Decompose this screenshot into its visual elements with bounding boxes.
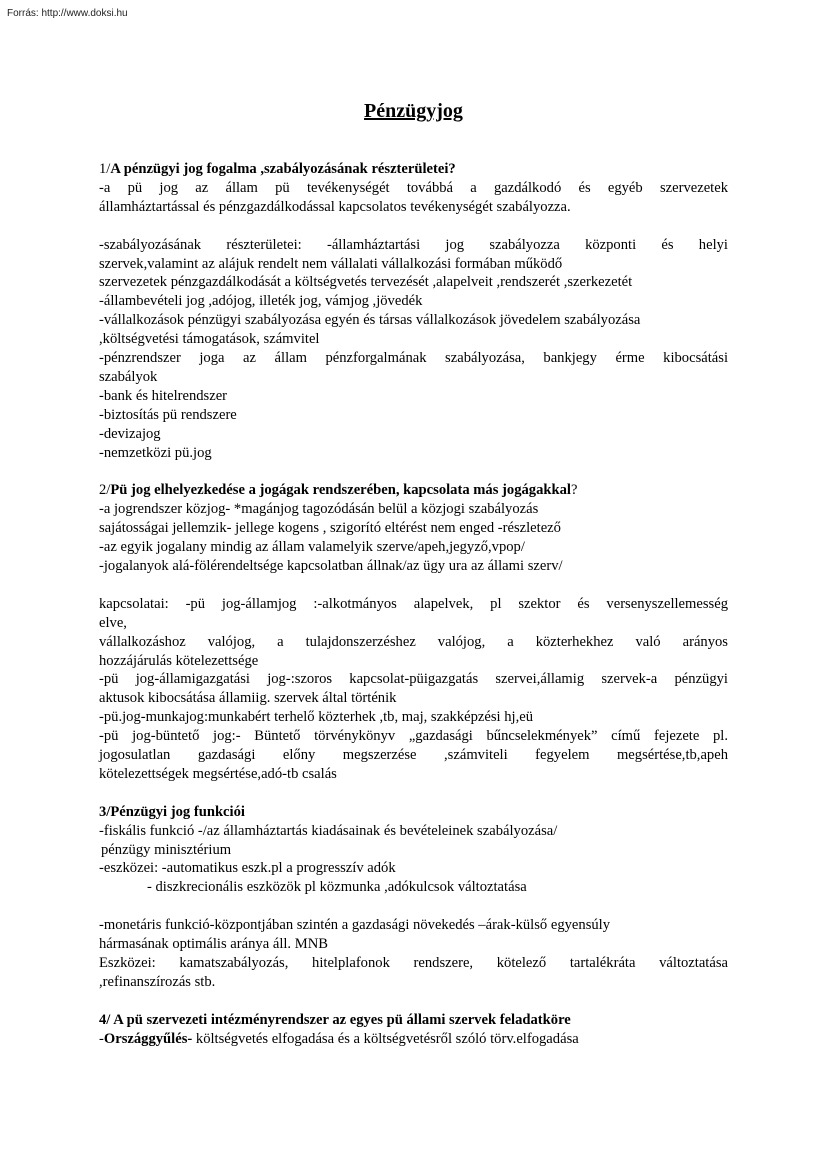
s2-line: -az egyik jogalany mindig az állam valamelyik szerve/apeh,jegyző,vpop/ [99,539,525,556]
s3-line: -monetáris funkció-központjában szintén a gazdasági növekedés –árak-külső egyensúly [99,917,611,934]
section-1-question [99,160,728,179]
s2-line: kötelezettségek megsértése,adó-tb csalás [99,765,337,782]
s3-line: pénzügy minisztérium [101,841,232,858]
s2-line: -pü jog-államigazgatási jog-:szoros kapcsolat-püigazgatás szervei,államig szervek-a pénzügyi [99,671,728,688]
section-2-heading: Pü jog elhelyezkedése a jogágak rendszerében, kapcsolata más jogágakkal [110,482,571,499]
s2-line: aktusok kibocsátása államiig. szervek által történik [99,690,397,707]
s4-organ-name: Országgyűlés- [103,1030,193,1047]
s2-line: vállalkozáshoz valójog, a tulajdonszerzéshez valójog, a közterhekhez való arányos [99,633,728,650]
section-3-heading: 3/Pénzügyi jog funkciói [99,803,245,820]
s1-line: -nemzetközi pü.jog [99,444,212,461]
s1-line: -biztosítás pü rendszere [99,406,237,423]
s3-line: ,refinanszírozás stb. [99,973,216,990]
s2-line: kapcsolatai: -pü jog-államjog :-alkotmányos alapelvek, pl szektor és versenyszellemesség [99,595,728,612]
s4-line: -Országgyűlés- költségvetés elfogadása és a költségvetésről szóló törv.elfogadása [99,1030,579,1047]
s1-line: -devizajog [99,425,161,442]
s2-line: hozzájárulás kötelezettsége [99,652,259,669]
s1-line: -bank és hitelrendszer [99,387,228,404]
s1-line: -állambevételi jog ,adójog, illeték jog, vámjog ,jövedék [99,293,423,310]
s2-line: jogosulatlan gazdasági előny megszerzése ,számviteli fegyelem megsértése,tb,apeh [99,747,728,764]
section-4-heading: 4/ A pü szervezeti intézményrendszer az egyes pü állami szervek feladatköre [99,1011,571,1028]
s1-line: -pénzrendszer joga az állam pénzforgalmának szabályozása, bankjegy érme kibocsátási [99,350,728,367]
s2-line: sajátosságai jellemzik- jellege kogens , szigorító eltérést nem enged -részletező [99,520,561,537]
s1-line: államháztartással és pénzgazdálkodással kapcsolatos tevékenységét szabályozza. [99,198,571,215]
s2-line: -jogalanyok alá-fölérendeltsége kapcsolatban állnak/az ügy ura az állami szerv/ [99,558,563,574]
s3-line: Eszközei: kamatszabályozás, hitelplafonok rendszere, kötelező tartalékráta változtatása [99,954,728,971]
s3-line: -fiskális funkció -/az államháztartás kiadásainak és bevételeinek szabályozása/ [99,822,558,839]
s3-line: hármasának optimális aránya áll. MNB [99,936,328,953]
s3-line: - diszkrecionális eszközök pl közmunka ,adókulcsok változtatása [147,879,527,896]
s1-line: -a pü jog az állam pü tevékenységét továbbá a gazdálkodó és egyéb szervezetek [99,179,728,196]
section-1-number: 1/ [99,161,111,177]
s1-line: szabályok [99,368,158,385]
source-header: Forrás: http://www.doksi.hu [7,8,128,19]
s1-line: -szabályozásának részterületei: -államháztartási jog szabályozza központi és helyi [99,236,728,253]
s2-line: elve, [99,614,127,631]
s1-line: ,költségvetési támogatások, számvitel [99,331,320,348]
s2-line: -pü.jog-munkajog:munkabért terhelő közterhek ,tb, maj, szakképzési hj,eü [99,709,534,726]
section-1-heading: A pénzügyi jog fogalma ,szabályozásának részterületei? [110,161,456,177]
s2-line: -a jogrendszer közjog- *magánjog tagozódásán belül a közjogi szabályozás [99,501,539,518]
document-body [99,160,728,1049]
section-2-question [99,481,728,500]
page-title: Pénzügyjog [364,100,463,122]
s3-line: -eszközei: -automatikus eszk.pl a progresszív adók [99,860,396,877]
s1-line: -vállalkozások pénzügyi szabályozása egyén és társas vállalkozások jövedelem szabályozása [99,312,641,329]
section-2-question-mark: ? [571,482,578,499]
s1-line: szervek,valamint az alájuk rendelt nem vállalati vállalkozási formában működő [99,255,563,272]
s1-line: szervezetek pénzgazdálkodását a költségvetés tervezését ,alapelveit ,rendszerét ,szerkezetét [99,274,633,291]
s2-line: -pü jog-büntető jog:- Büntető törvénykönyv „gazdasági bűncselekmények” című fejezete pl. [99,728,728,745]
section-2-number: 2/ [99,482,111,499]
